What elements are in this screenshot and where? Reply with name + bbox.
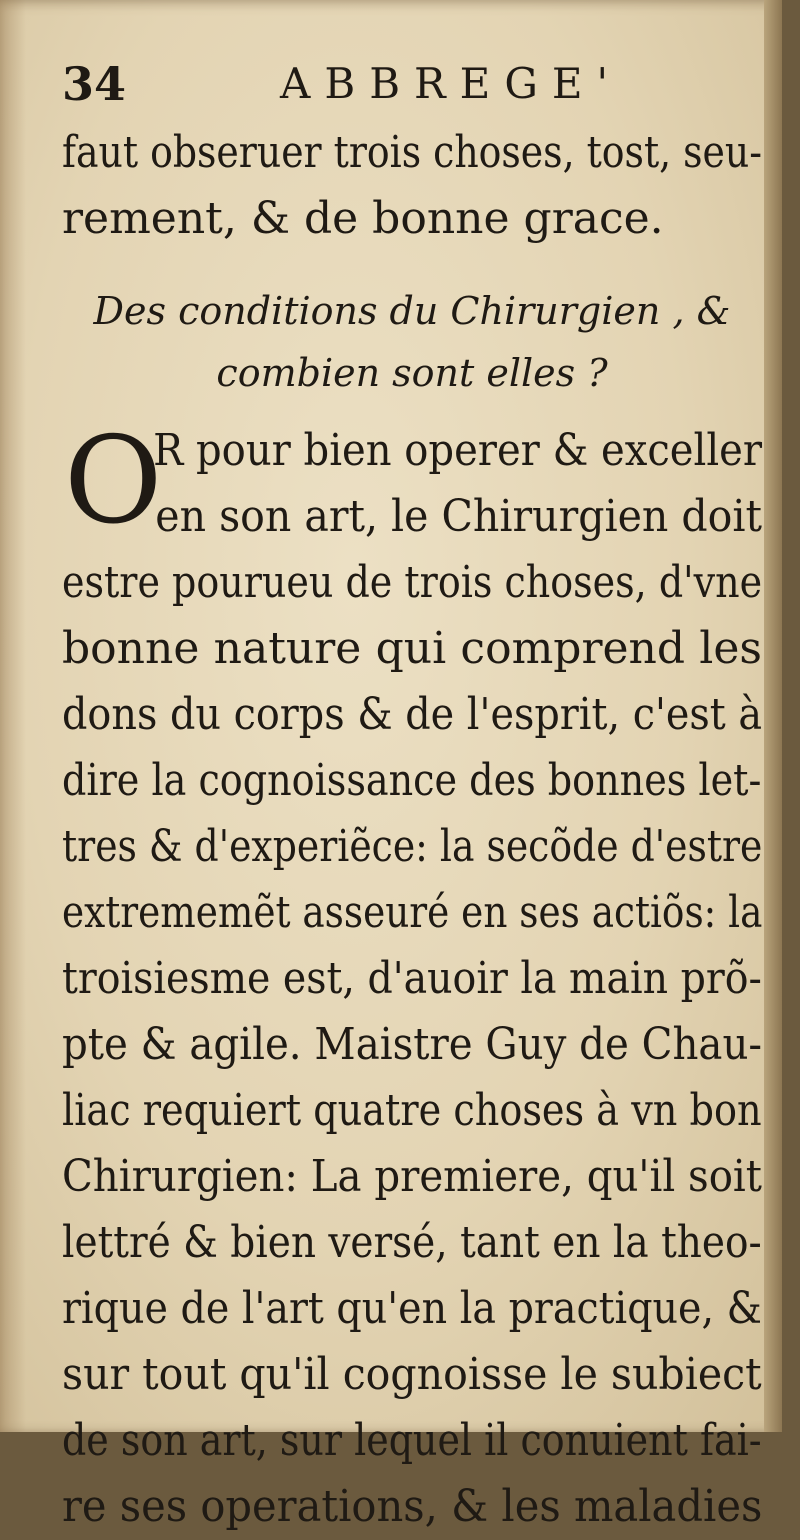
text-line: liac requiert quatre choses à vn bon [62, 1085, 762, 1136]
text-line: rique de l'art qu'en la practique, & [62, 1283, 762, 1334]
text-line: sur tout qu'il cognoisse le subiect [62, 1349, 762, 1400]
section-title-line: combien sont elles ? [216, 351, 608, 395]
text-line: re ses operations, & les maladies [62, 1481, 763, 1532]
page-header [62, 48, 762, 120]
text-line: Chirurgien: La premiere, qu'il soit [62, 1151, 762, 1202]
text-line: de son art, sur lequel il conuient fai- [62, 1415, 762, 1466]
text-line: troisiesme est, d'auoir la main prõ- [62, 953, 762, 1004]
text-line: dire la cognoissance des bonnes let- [62, 755, 762, 806]
drop-cap: O [64, 412, 163, 551]
paragraph [62, 412, 763, 1540]
text-line: lettré & bien versé, tant en la theo- [62, 1217, 762, 1268]
text-line: R pour bien operer & exceller [153, 425, 763, 476]
text-line: bonne nature qui comprend les [62, 623, 762, 674]
text-line: faut obseruer trois choses, tost, seu- [62, 127, 763, 178]
text-line: pte & agile. Maistre Guy de Chau- [62, 1019, 763, 1070]
text-line: rement, & de bonne grace. [62, 193, 664, 244]
section-title-line: Des conditions du Chirurgien , & [93, 289, 731, 333]
page-gutter-shadow [0, 0, 26, 1432]
text-line: en son art, le Chirurgien doit [155, 491, 763, 542]
page-text-block [62, 48, 762, 1540]
text-line: dons du corps & de l'esprit, c'est à [62, 689, 763, 740]
running-head: ABBREGE' [280, 59, 623, 108]
text-line: tres & d'experiẽce: la secõde d'estre [62, 821, 763, 872]
text-line: estre pourueu de trois choses, d'vne [62, 557, 763, 608]
section-title [62, 280, 762, 404]
page-edge [764, 0, 782, 1432]
page-number: 34 [62, 57, 127, 111]
text-line: extrememẽt asseuré en ses actiõs: la [62, 887, 763, 938]
